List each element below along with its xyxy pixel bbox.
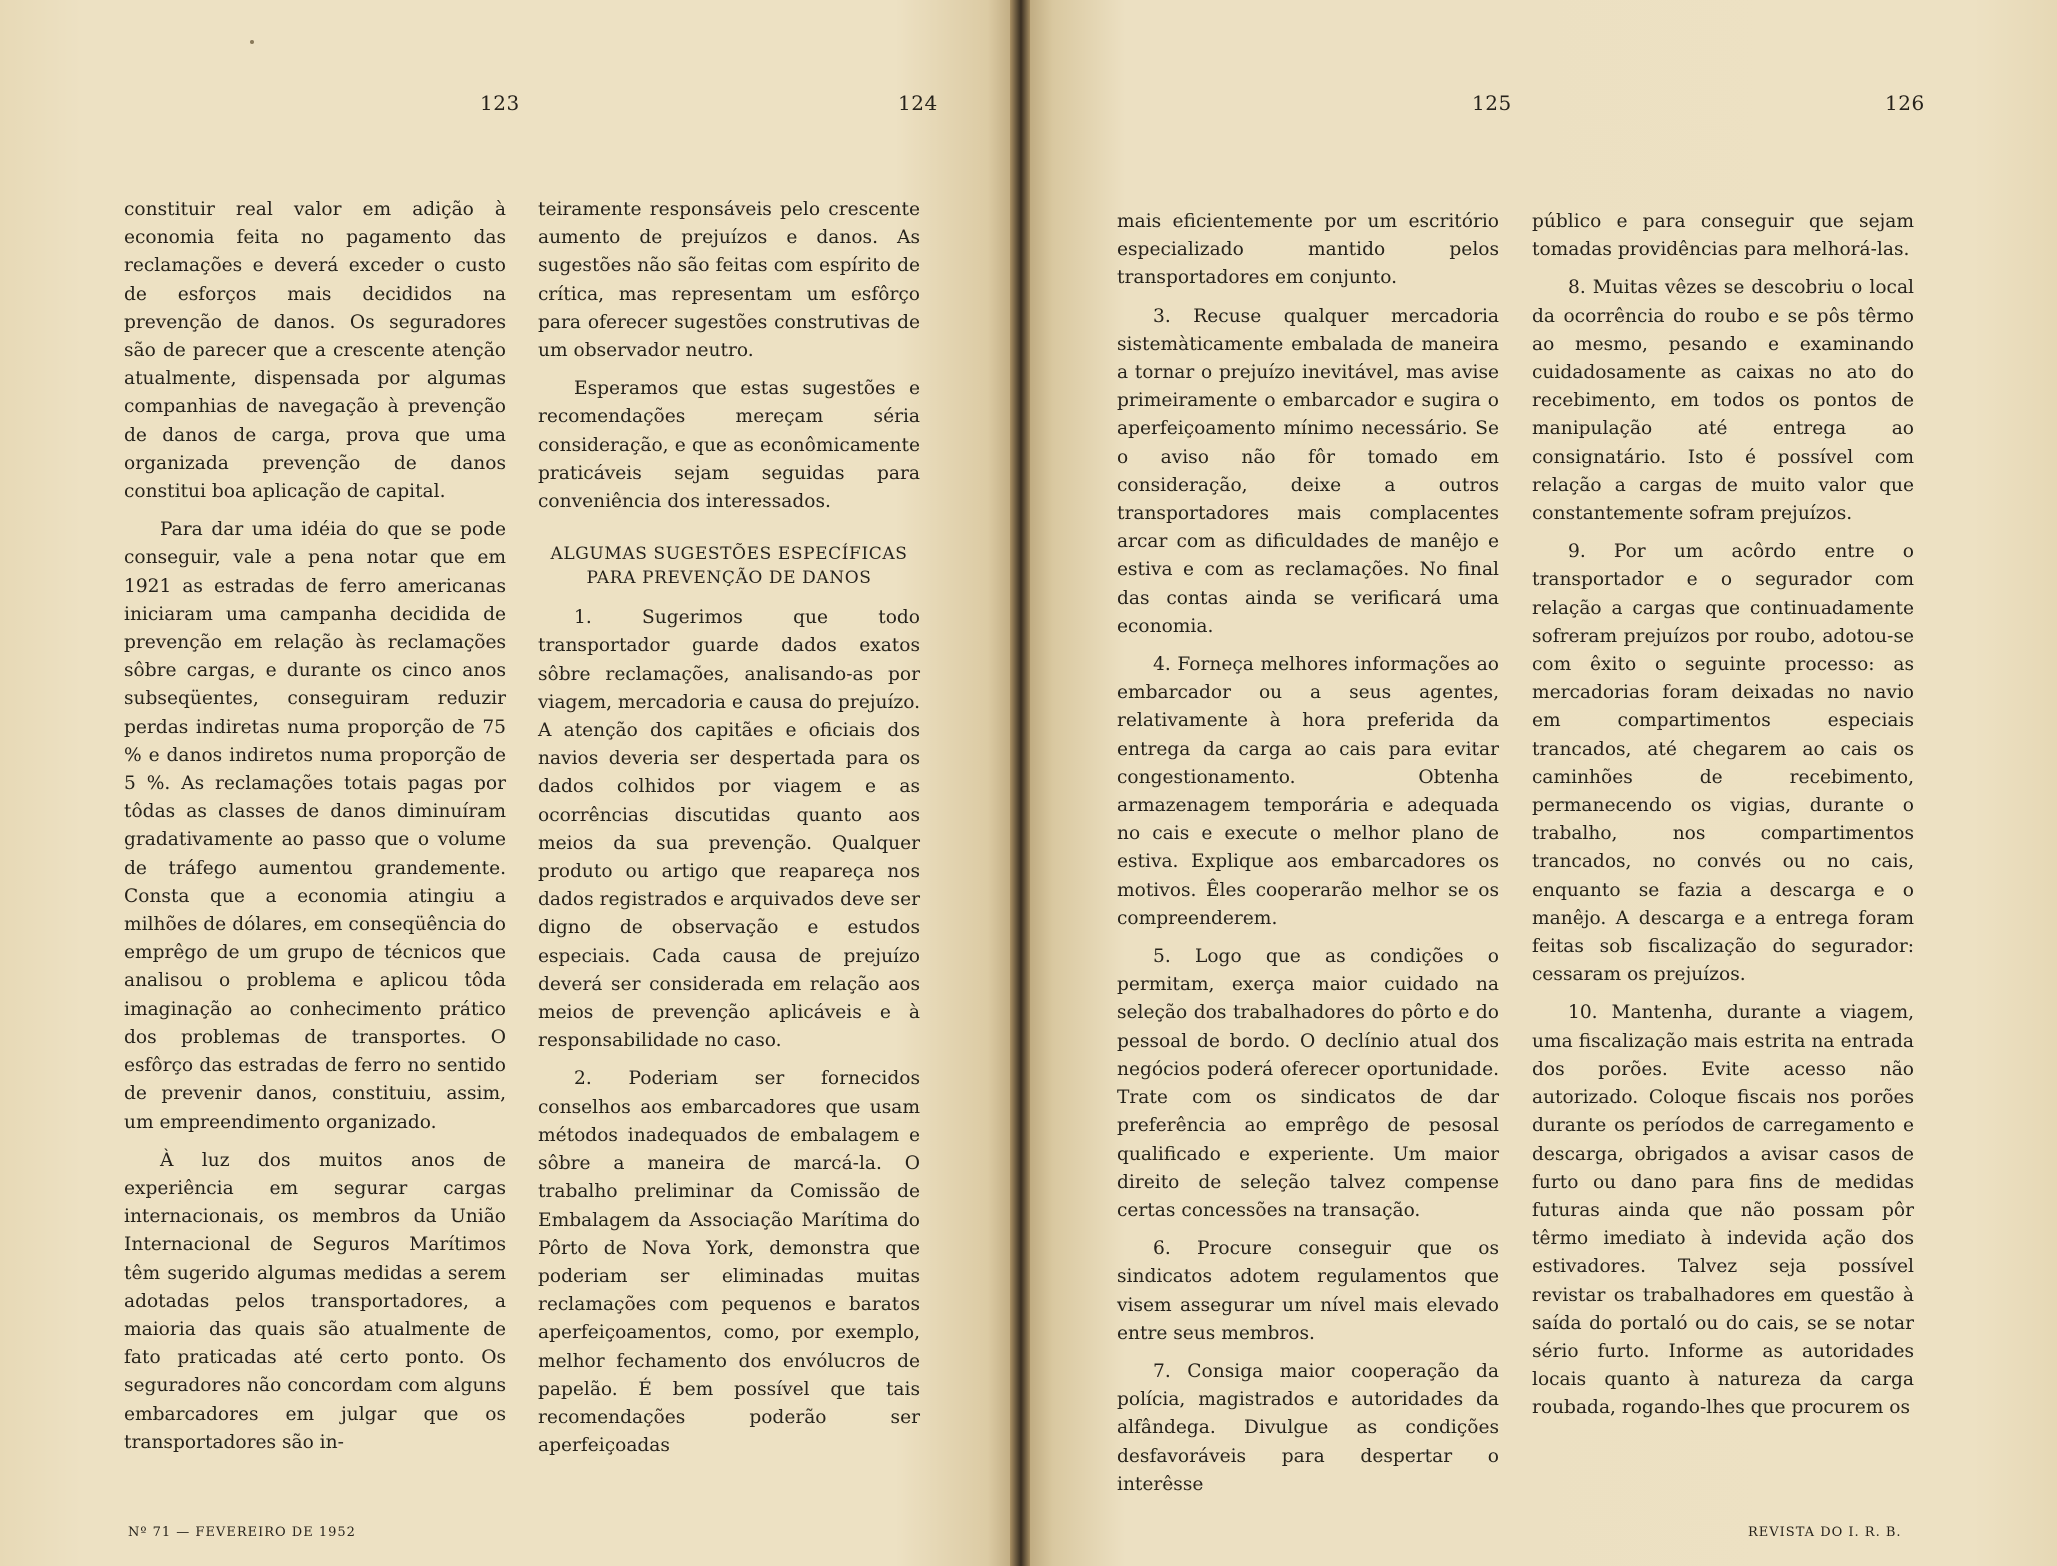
paragraph: público e para conseguir que sejam tomadas providências para melhorá-las.	[1532, 211, 1914, 261]
left-page	[0, 0, 1018, 1566]
paragraph: Esperamos que estas sugestões e recomendações mereçam séria consideração, e que as econômicamente praticáveis sejam seguidas para conveniência dos interessados.	[538, 378, 920, 513]
paragraph: À luz dos muitos anos de experiência em segurar cargas internacionais, os membros da União Internacional de Seguros Marítimos têm sugerido algumas medidas a serem adotadas pelos transportadores, a maioria das quais são atualmente de fato praticadas até certo ponto. Os seguradores não concordam com alguns embarcadores em julgar que os transportadores são in-	[124, 1149, 506, 1453]
list-item: 7. Consiga maior cooperação da polícia, magistrados e autoridades da alfândega. Divulgue as condições desfavoráveis para despertar o interêsse	[1117, 1360, 1499, 1495]
column-page-123	[124, 196, 506, 1467]
list-item: 10. Mantenha, durante a viagem, uma fiscalização mais estrita na entrada dos porões. Evite acesso não autorizado. Coloque fiscais nos porões durante os períodos de carregamento e descarga, obrigados a avisar casos de furto ou dano para fins de medidas futuras ainda que não possam pôr têrmo imediato à indevida ação dos estivadores. Talvez seja possível revistar os trabalhadores em questão à saída do portaló ou do cais, se se notar sério furto. Informe as autoridades locais quanto à natureza da carga roubada, rogando-lhes que procurem os	[1532, 1002, 1914, 1419]
paragraph: Para dar uma idéia do que se pode conseguir, vale a pena notar que em 1921 as estradas de ferro americanas iniciaram uma campanha decidida de prevenção em relação às reclamações sôbre cargas, e durante os cinco anos subseqüentes, conseguiram reduzir perdas indiretas numa proporção de 75 % e danos indiretos numa proporção de 5 %. As reclamações totais pagas por tôdas as classes de danos diminuíram gradativamente ao passo que o volume de tráfego aumentou grandemente. Consta que a economia atingiu a milhões de dólares, em conseqüência do emprêgo de um grupo de técnicos que analisou o problema e aplicou tôda imaginação ao conhecimento prático dos problemas de transportes. O esfôrço das estradas de ferro no sentido de prevenir danos, constituiu, assim, um empreendimento organizado.	[124, 519, 506, 1133]
page-number-125: 125	[1472, 91, 1512, 115]
paragraph: teiramente responsáveis pelo crescente aumento de prejuízos e danos. As sugestões não são feitas com espírito de crítica, mas representam um esfôrço para oferecer sugestões construtivas de um observador neutro.	[538, 199, 920, 362]
list-item: 9. Por um acôrdo entre o transportador e o segurador com relação a cargas que continuadamente sofreram prejuízos por roubo, adotou-se com êxito o seguinte processo: as mercadorias foram deixadas no navio em compartimentos especiais trancados, até chegarem ao cais os caminhões de recebimento, permanecendo os vigias, durante o trabalho, nos compartimentos trancados, no convés ou no cais, enquanto se fazia a descarga e o manêjo. A descarga e a entrega foram feitas sob fiscalização do segurador: cessaram os prejuízos.	[1532, 541, 1914, 986]
paper-speck	[250, 40, 254, 44]
section-heading	[538, 542, 920, 590]
page-number-124: 124	[898, 91, 938, 115]
paragraph: mais eficientemente por um escritório especializado mantido pelos transportadores em conjunto.	[1117, 211, 1499, 289]
list-item: 6. Procure conseguir que os sindicatos adotem regulamentos que visem assegurar um nível mais elevado entre seus membros.	[1117, 1238, 1499, 1344]
section-heading-line: PARA PREVENÇÃO DE DANOS	[586, 568, 872, 589]
list-item: 8. Muitas vêzes se descobriu o local da ocorrência do roubo e se pôs têrmo ao mesmo, pesando e examinando cuidadosamente as caixas no ato do recebimento, em todos os pontos de manipulação até entrega ao consignatário. Isto é possível com relação a cargas de muito valor que constantemente sofram prejuízos.	[1532, 277, 1914, 525]
column-page-124	[538, 196, 920, 1470]
list-item: 2. Poderiam ser fornecidos conselhos aos embarcadores que usam métodos inadequados de embalagem e sôbre a maneira de marcá-la. O trabalho preliminar da Comissão de Embalagem da Associação Marítima do Pôrto de Nova York, demonstra que poderiam ser eliminadas muitas reclamações com pequenos e baratos aperfeiçoamentos, como, por exemplo, melhor fechamento dos envólucros de papelão. É bem possível que tais recomendações poderão ser aperfeiçoadas	[538, 1068, 920, 1457]
footer-issue: Nº 71 — FEVEREIRO DE 1952	[128, 1525, 356, 1540]
list-item: 1. Sugerimos que todo transportador guarde dados exatos sôbre reclamações, analisando-as por viagem, mercadoria e causa do prejuízo. A atenção dos capitães e oficiais dos navios deveria ser despertada para os dados colhidos por viagem e as ocorrências discutidas quanto aos meios da sua prevenção. Qualquer produto ou artigo que reapareça nos dados registrados e arquivados deve ser digno de observação e estudos especiais. Cada causa de prejuízo deverá ser considerada em relação aos meios de prevenção aplicáveis e à responsabilidade no caso.	[538, 607, 920, 1052]
page-number-126: 126	[1885, 91, 1925, 115]
page-number-123: 123	[480, 91, 520, 115]
section-heading-line: ALGUMAS SUGESTÕES ESPECÍFICAS	[550, 544, 908, 565]
column-page-125	[1117, 208, 1499, 1509]
column-page-126	[1532, 208, 1914, 1433]
list-item: 5. Logo que as condições o permitam, exerça maior cuidado na seleção dos trabalhadores do pôrto e do pessoal de bordo. O declínio atual dos negócios poderá oferecer oportunidade. Trate com os sindicatos de dar preferência ao emprêgo de pesosal qualificado e experiente. Um maior direito de seleção talvez compense certas concessões na transação.	[1117, 946, 1499, 1221]
footer-journal: REVISTA DO I. R. B.	[1748, 1525, 1902, 1540]
book-gutter	[1010, 0, 1030, 1566]
paragraph: constituir real valor em adição à economia feita no pagamento das reclamações e deverá exceder o custo de esforços mais decididos na prevenção de danos. Os seguradores são de parecer que a crescente atenção atualmente, dispensada por algumas companhias de navegação à prevenção de danos de carga, prova que uma organizada prevenção de danos constitui boa aplicação de capital.	[124, 199, 506, 503]
list-item: 3. Recuse qualquer mercadoria sistemàticamente embalada de maneira a tornar o prejuízo inevitável, mas avise primeiramente o embarcador e sugira o aperfeiçoamento mínimo necessário. Se o aviso não fôr tomado em consideração, deixe a outros transportadores mais complacentes arcar com as dificuldades de manêjo e estiva e com as reclamações. No final das contas ainda se verificará uma economia.	[1117, 305, 1499, 637]
right-page	[1022, 0, 2057, 1566]
list-item: 4. Forneça melhores informações ao embarcador ou a seus agentes, relativamente à hora preferida da entrega da carga ao cais para evitar congestionamento. Obtenha armazenagem temporária e adequada no cais e execute o melhor plano de estiva. Explique aos embarcadores os motivos. Êles cooperarão melhor se os compreenderem.	[1117, 654, 1499, 929]
